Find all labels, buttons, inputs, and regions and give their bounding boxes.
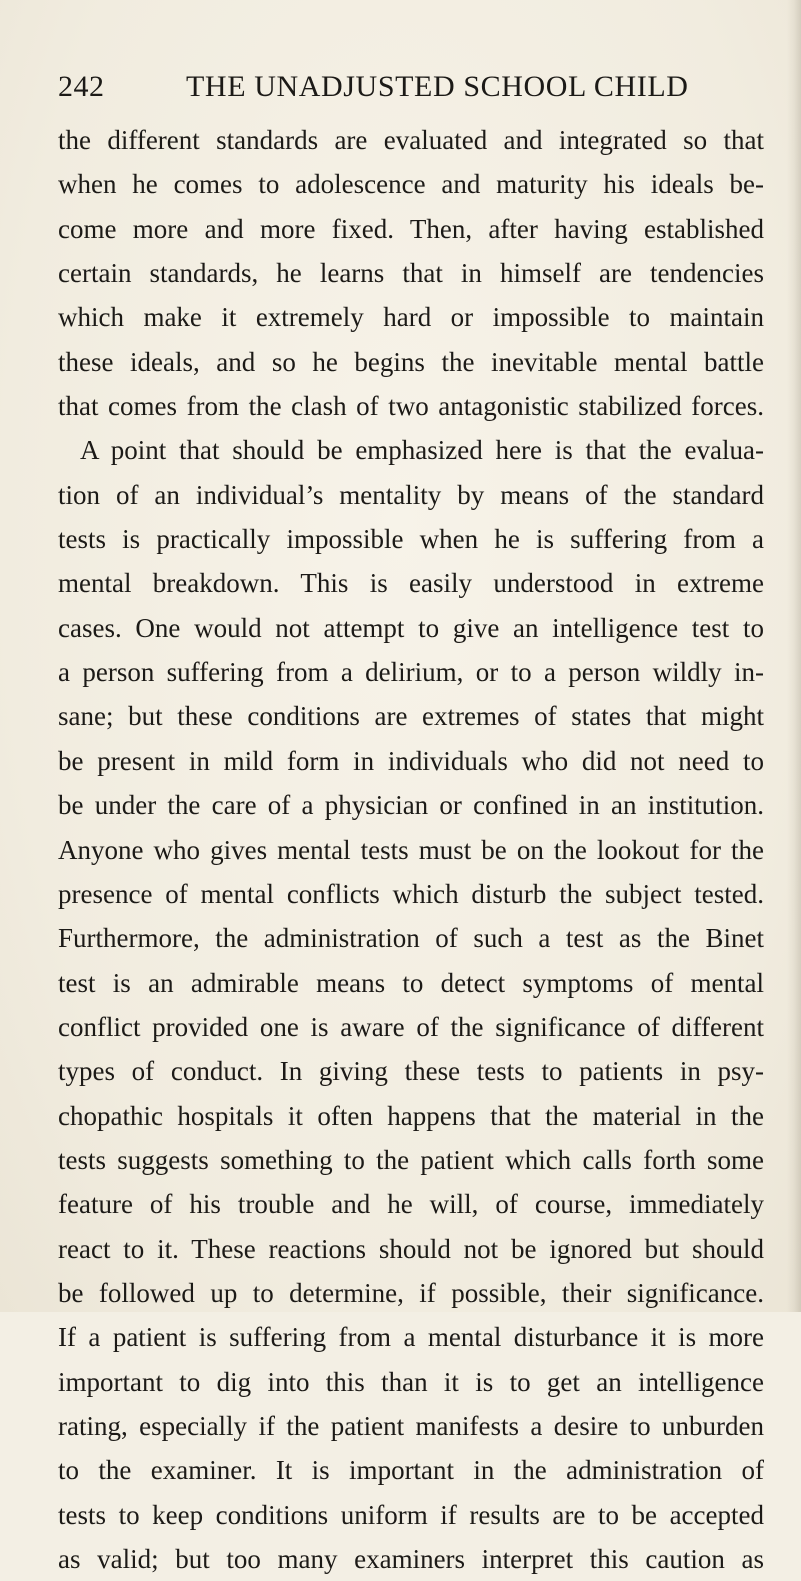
text-line: A point that should be emphasized here is that the evalua- (80, 435, 764, 466)
text-line: as valid; but too many examiners interpret this caution as (58, 1544, 764, 1574)
text-line: chopathic hospitals it often happens that the material in the (58, 1100, 764, 1131)
text-line: come more and more fixed. Then, after having established (58, 213, 764, 244)
text-line: tests suggests something to the patient which calls forth some (58, 1144, 764, 1175)
text-line: a person suffering from a delirium, or to a person wildly in- (58, 657, 764, 688)
text-line: test is an admirable means to detect symptoms of mental (58, 967, 764, 998)
text-line: Furthermore, the administration of such a test as the Binet (58, 923, 764, 954)
running-head (58, 66, 758, 110)
page-number: 242 (58, 70, 105, 103)
text-line: rating, especially if the patient manifests a desire to unburden (58, 1410, 764, 1441)
body-text (58, 118, 764, 1581)
text-line: to the examiner. It is important in the administration of (58, 1455, 764, 1486)
text-line: that comes from the clash of two antagonistic stabilized forces. (58, 391, 764, 422)
page-edge-shadow (787, 0, 801, 1312)
text-line: types of conduct. In giving these tests to patients in psy- (58, 1056, 764, 1087)
text-line: If a patient is suffering from a mental disturbance it is more (58, 1322, 764, 1353)
text-line: these ideals, and so he begins the inevitable mental battle (58, 346, 764, 377)
text-line: important to dig into this than it is to get an intelligence (58, 1366, 764, 1397)
text-line: conflict provided one is aware of the significance of different (58, 1011, 764, 1042)
text-line: presence of mental conflicts which disturb the subject tested. (58, 878, 764, 909)
text-line: Anyone who gives mental tests must be on the lookout for the (58, 834, 764, 865)
text-line: when he comes to adolescence and maturity his ideals be- (58, 169, 764, 200)
text-line: be followed up to determine, if possible, their significance. (58, 1277, 764, 1308)
text-line: react to it. These reactions should not be ignored but should (58, 1233, 764, 1264)
text-line: mental breakdown. This is easily understood in extreme (58, 568, 764, 599)
text-line: be under the care of a physician or confined in an institution. (58, 790, 764, 821)
text-line: the different standards are evaluated and integrated so that (58, 125, 764, 155)
text-line: tests is practically impossible when he is suffering from a (58, 524, 764, 555)
text-line: be present in mild form in individuals who did not need to (58, 745, 764, 776)
text-line: which make it extremely hard or impossible to maintain (58, 302, 764, 333)
text-line: cases. One would not attempt to give an intelligence test to (58, 612, 764, 643)
text-line: feature of his trouble and he will, of course, immediately (58, 1189, 764, 1220)
text-line: tests to keep conditions uniform if results are to be accepted (58, 1499, 764, 1530)
text-line: tion of an individual’s mentality by means of the standard (58, 479, 764, 510)
text-line: certain standards, he learns that in himself are tendencies (58, 258, 764, 289)
text-line: sane; but these conditions are extremes of states that might (58, 701, 764, 732)
running-title: THE UNADJUSTED SCHOOL CHILD (186, 70, 689, 103)
